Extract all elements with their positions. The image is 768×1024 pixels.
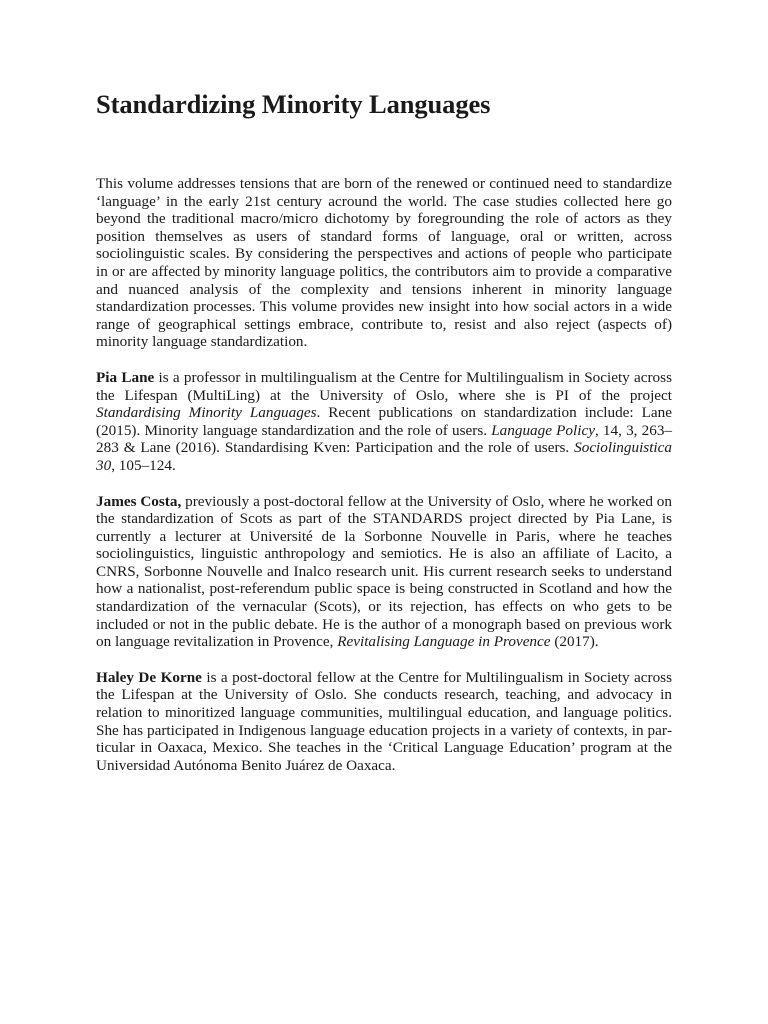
bio-text: , 105–124. bbox=[111, 456, 176, 474]
author-name: James Costa, bbox=[96, 492, 182, 510]
bio-james-costa bbox=[96, 493, 672, 651]
author-name: Pia Lane bbox=[96, 368, 155, 386]
project-title: Standardising Minority Languages bbox=[96, 404, 317, 422]
book-title-citation: Revitalising Language in Provence bbox=[337, 633, 551, 651]
bio-text: , 14, 3, 263–283 & Lane (2016). Standardising Kven: Participation and the role of users. bbox=[96, 421, 673, 457]
bio-text: is a professor in multilingualism at the Centre for Multilingualism in Society across the Lifespan (MultiLing) at the University of Oslo, where she is PI of the project bbox=[96, 368, 672, 404]
bio-text: previously a post-doctoral fellow at the University of Oslo, where he worked on the standardization of Scots as part of the STANDARDS project directed by Pia Lane, is currently a lecturer at Université de la Sorbonne Nouvelle in Paris, where he teaches sociolinguistics, linguistic anthropology and semiotics. He is also an affiliate of Lacito, a CNRS, Sorbonne Nouvelle and Inalco research unit. His current research seeks to understand how a nationalist, post-referendum public space is being constructed in Scotland and how the standardization of the vernacular (Scots), or its rejection, has effects on who gets to be included or not in the public debate. He is the author of a monograph based on previous work on language revitalization in Provence, bbox=[96, 492, 672, 651]
journal-title: Sociolinguistica 30 bbox=[96, 439, 672, 474]
bio-pia-lane bbox=[96, 369, 672, 475]
journal-title: Language Policy bbox=[491, 421, 595, 439]
book-blurb: This volume addresses tensions that are born of the renewed or continued need to standardize ‘language’ in the early 21st century acround the world. The case studies collected here go beyond the traditional macro/micro dichotomy by foregrounding the role of actors as they position themselves as users of standard forms of language, oral or written, across sociolinguistic scales. By considering the perspectives and actions of people who participate in or are affected by minority language politics, the contributors aim to provide a comparative and nuanced analysis of the complexity and tensions inherent in minority language standardization processes. This volume provides new insight into how social actors in a wide range of geographical settings embrace, contribute to, resist and also reject (aspects of) minority language standardization. bbox=[96, 175, 672, 351]
bio-text: . Recent publications on standardization include: Lane (2015). Minority language standardization and the role of users. bbox=[96, 404, 672, 439]
author-name: Haley De Korne bbox=[96, 668, 202, 686]
bio-haley-de-korne bbox=[96, 669, 672, 775]
book-title: Standardizing Minority Languages bbox=[96, 89, 491, 119]
bio-text: (2017). bbox=[550, 633, 599, 651]
bio-text: is a post-doctoral fellow at the Centre for Multilingualism in Society across the Lifespan at the University of Oslo. She conducts research, teaching, and advocacy in relation to minoritized language communities, multilingual education, and language politics. She has participated in Indigenous language education projects in a variety of contexts, in particular in Oaxaca, Mexico. She teaches in the ‘Critical Language Education’ program at the Universidad Autónoma Benito Juárez de Oaxaca. bbox=[96, 668, 672, 774]
book-page bbox=[96, 86, 672, 774]
